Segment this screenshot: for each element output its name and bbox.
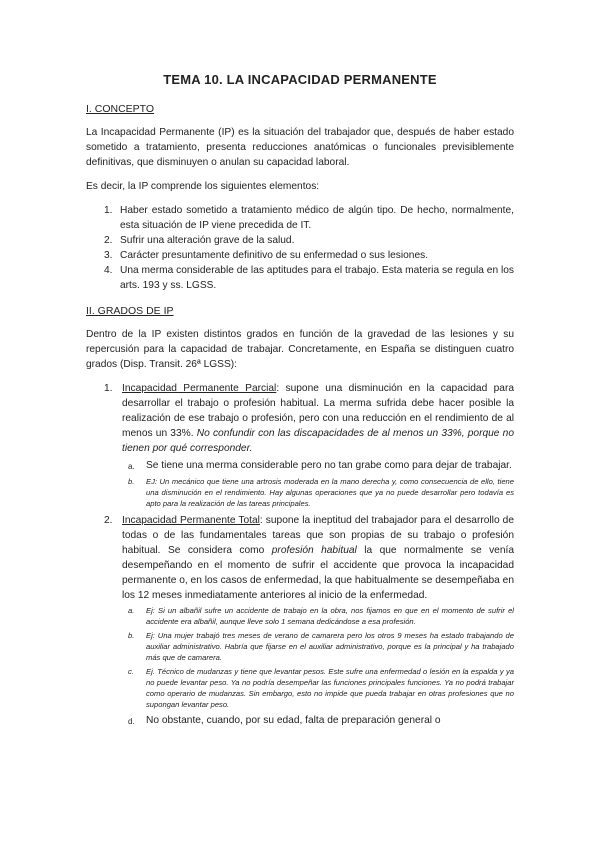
sublist-item: a. Ej: Si un albañil sufre un accidente de trabajo en la obra, nos fijamos en que en el momento de sufrir el accidente era albañil, aunque lleve solo 1 semana dedicándose a esa profesión.: [128, 606, 514, 626]
concepto-paragraph: La Incapacidad Permanente (IP) es la situación del trabajador que, después de haber estado sometido a tratamiento, presenta reducciones anatómicas o funcionales previsiblemente definitivas, que disminuyen o anulan su capacidad laboral.: [86, 127, 514, 168]
sublist-item: d. No obstante, cuando, por su edad, falta de preparación general o: [128, 715, 441, 726]
grados-paragraph: Dentro de la IP existen distintos grados en función de la gravedad de las lesiones y su repercusión para la capacidad de trabajar. Concretamente, en España se distinguen cuatro grados (Disp. Transit. 26ª LGSS):: [86, 329, 514, 370]
section-heading-grados: II. GRADOS DE IP: [86, 305, 174, 317]
list-item: 1. Haber estado sometido a tratamiento médico de algún tipo. De hecho, normalmente, esta situación de IP viene precedida de IT.: [104, 205, 514, 231]
list-item-total: 2. Incapacidad Permanente Total: supone la ineptitud del trabajador para el desarrollo de todas o de las fundamentales tareas que son propias de su trabajo o profesión habitual. Se considera como profesión habitual la que normalmente se venía desempeñando en el momento de sufrir el accidente que provoca la incapacidad permanente o, en los casos de enfermedad, la que habitualmente se desempeñaba en los 12 meses inmediatamente anteriores al inicio de la enfermedad. a. Ej: Si un albañil sufre un accidente de trabajo en la obra, nos fijamos en que en el momento de sufrir el accidente era albañil, aunque lleve solo 1 semana dedicándose a esa profesión. b. Ej: Una mujer trabajó tres meses de verano de camarera pero los otros 9 meses ha estado trabajando de auxiliar administrativo. Habría que fijarse en el auxiliar administrativo, porque es la principal y ha trabajado más que de camarera. c. Ej. Técnico de mudanzas y tiene que levantar pesos. Este sufre una enfermedad o lesión en la espalda y ya no puede levantar peso. Ya no podría desempeñar las funciones principales funciones. Ya no podrá trabajar como operario de mudanzas. Sin embargo, esto no impide que pueda trabajar en otras profesiones que no supongan levantar peso. d. No obstante, cuando, por su edad, falta de preparación general o: [104, 515, 515, 726]
section-heading-concepto: I. CONCEPTO: [86, 103, 155, 115]
sublist-parcial: [122, 458, 514, 509]
list-item: 4. Una merma considerable de las aptitudes para el trabajo. Esta materia se regula en los arts. 193 y ss. LGSS.: [104, 265, 514, 291]
list-item: 3. Carácter presuntamente definitivo de su enfermedad o sus lesiones.: [104, 250, 429, 261]
list-item-parcial: 1. Incapacidad Permanente Parcial: supone una disminución en la capacidad para desarrollar el trabajo o profesión habitual. La merma sufrida debe hacer posible la realización de ese trabajo o profesión, pero con una reducción en el rendimiento de al menos un 33%. No confundir con las discapacidades de al menos un 33%, porque no tienen por qué corresponder. a. Se tiene una merma considerable pero no tan grabe como para dejar de trabajar. b. EJ: Un mecánico que tiene una artrosis moderada en la mano derecha y, como consecuencia de ello, tiene una disminución en el rendimiento. Hay algunas operaciones que ya no puede desarrollar pero todavía es apto para la realización de las tareas principales.: [104, 383, 514, 508]
sublist-item: c. Ej. Técnico de mudanzas y tiene que levantar pesos. Este sufre una enfermedad o lesión en la espalda y ya no puede levantar peso. Ya no podría desempeñar las funciones principales funciones. Ya no podrá trabajar como operario de mudanzas. Sin embargo, esto no impide que pueda trabajar en otras profesiones que no supongan levantar peso.: [128, 667, 514, 709]
document-title: TEMA 10. LA INCAPACIDAD PERMANENTE: [163, 72, 437, 87]
sublist-total: [122, 605, 514, 728]
sublist-item: a. Se tiene una merma considerable pero no tan grabe como para dejar de trabajar.: [128, 460, 512, 471]
sublist-item: b. EJ: Un mecánico que tiene una artrosis moderada en la mano derecha y, como consecuencia de ello, tiene una disminución en el rendimiento. Hay algunas operaciones que ya no puede desarrollar pero todavía es apto para la realización de las tareas principales.: [128, 477, 514, 508]
concepto-intro: Es decir, la IP comprende los siguientes elementos:: [86, 181, 320, 192]
concepto-list: [86, 203, 514, 293]
grados-list: [86, 381, 514, 728]
list-item: 2. Sufrir una alteración grave de la salud.: [104, 235, 295, 246]
term-total: Incapacidad Permanente Total: [122, 515, 260, 526]
sublist-item: b. Ej: Una mujer trabajó tres meses de verano de camarera pero los otros 9 meses ha estado trabajando de auxiliar administrativo. Habría que fijarse en el auxiliar administrativo, porque es la principal y ha trabajado más que de camarera.: [128, 631, 514, 662]
term-parcial: Incapacidad Permanente Parcial: [122, 383, 277, 394]
